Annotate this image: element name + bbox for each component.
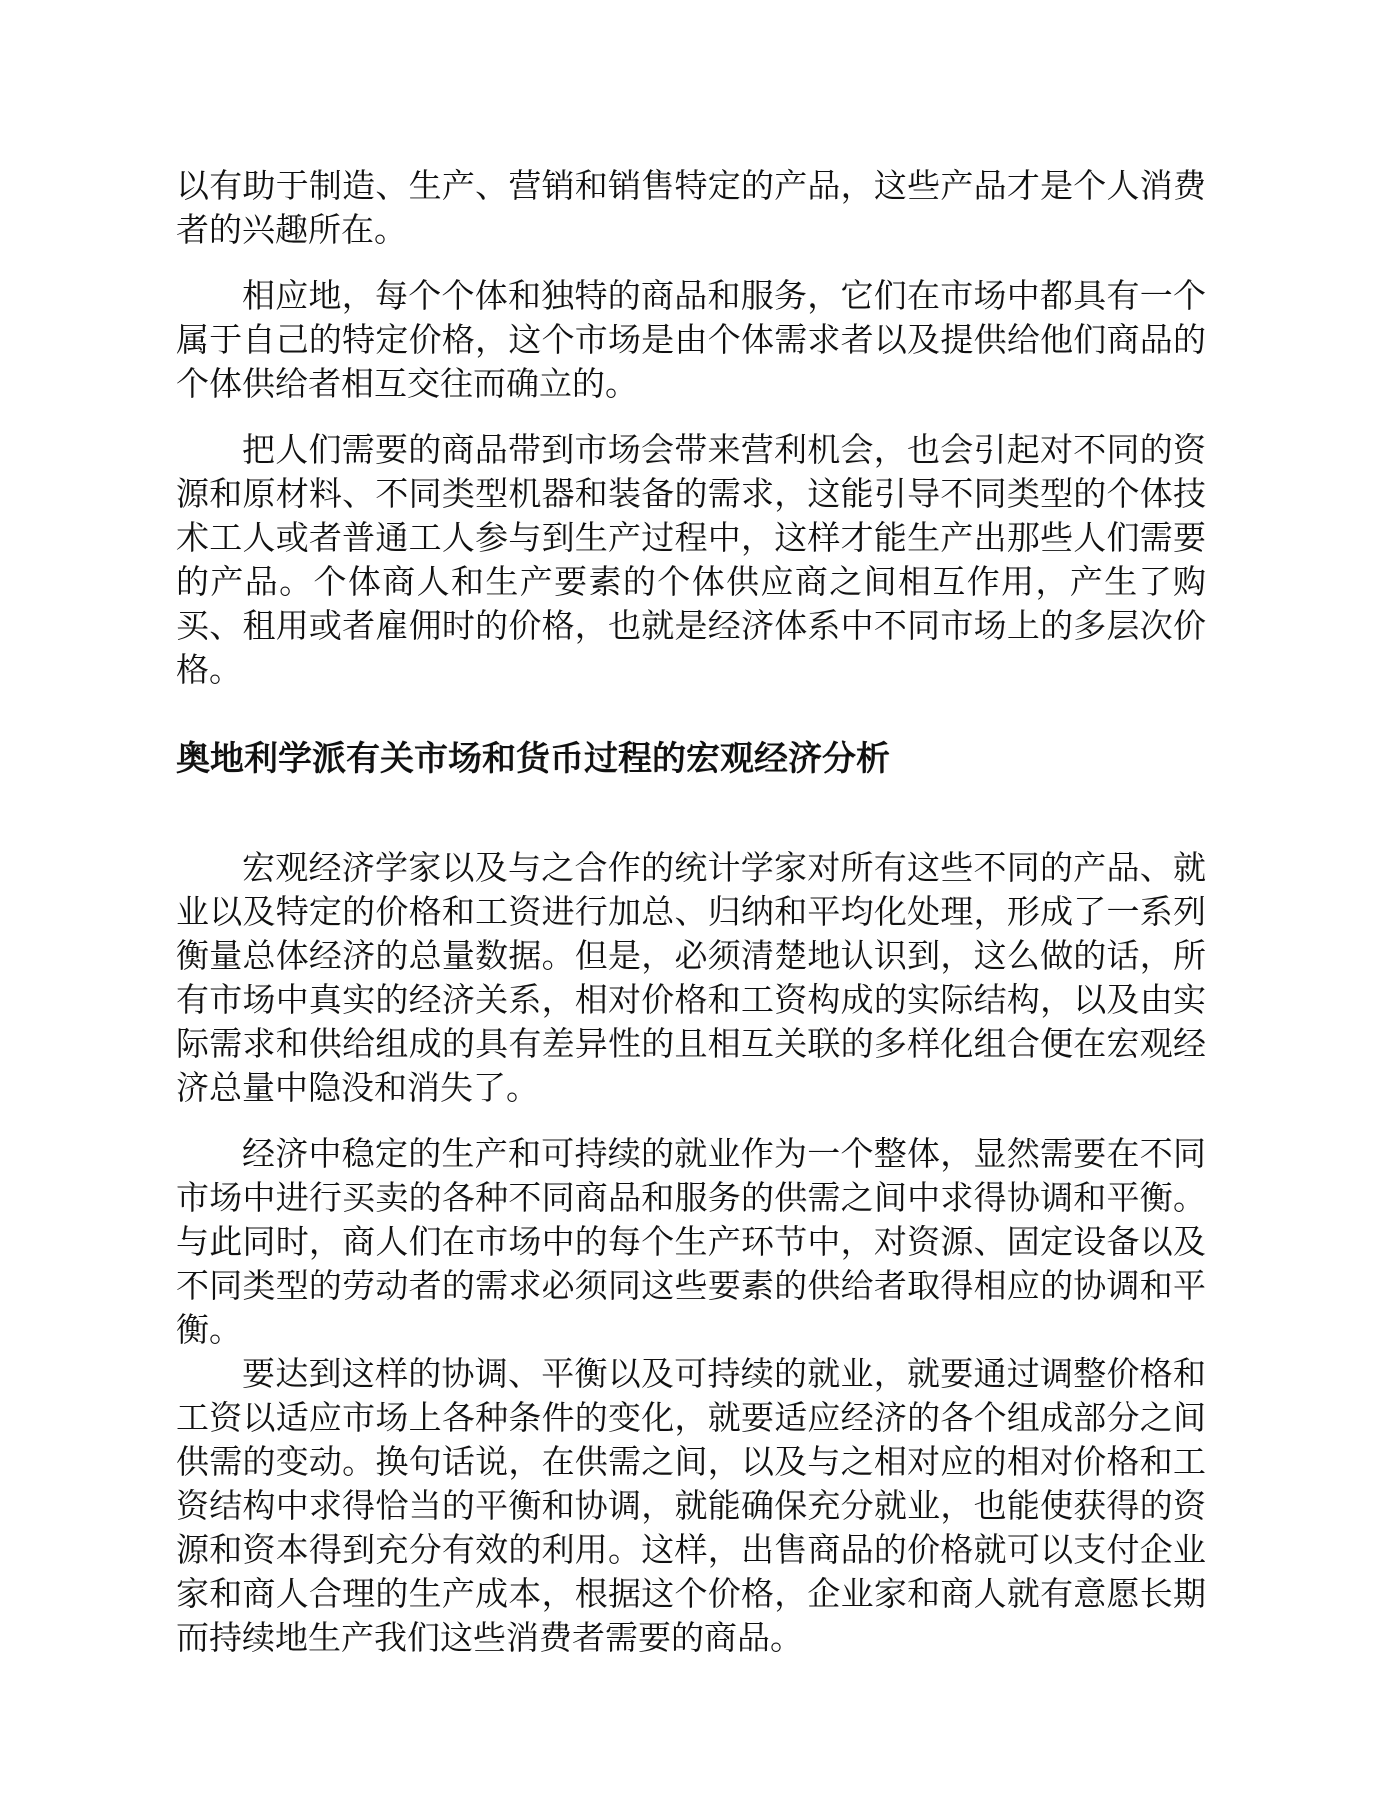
paragraph-macro-aggregates: 宏观经济学家以及与之合作的统计学家对所有这些不同的产品、就业以及特定的价格和工资进行加总、归纳和平均化处理，形成了一系列衡量总体经济的总量数据。但是，必须清楚地认识到，这么做的话，所有市场中真实的经济关系，相对价格和工资构成的实际结构，以及由实际需求和供给组成的具有差异性的且相互关联的多样化组合便在宏观经济总量中隐没和消失了。 (176, 848, 1206, 1107)
section-heading: 奥地利学派有关市场和货币过程的宏观经济分析 (176, 739, 890, 779)
paragraph-balance-employment: 要达到这样的协调、平衡以及可持续的就业，就要通过调整价格和工资以适应市场上各种条件的变化，就要适应经济的各个组成部分之间供需的变动。换句话说，在供需之间，以及与之相对应的相对价格和工资结构中求得恰当的平衡和协调，就能确保充分就业，也能使获得的资源和资本得到充分有效的利用。这样，出售商品的价格就可以支付企业家和商人合理的生产成本，根据这个价格，企业家和商人就有意愿长期而持续地生产我们这些消费者需要的商品。 (176, 1354, 1206, 1657)
paragraph-specific-price: 相应地，每个个体和独特的商品和服务，它们在市场中都具有一个属于自己的特定价格，这个市场是由个体需求者以及提供给他们商品的个体供给者相互交往而确立的。 (176, 276, 1206, 403)
paragraph-profit-opportunity: 把人们需要的商品带到市场会带来营利机会，也会引起对不同的资源和原材料、不同类型机器和装备的需求，这能引导不同类型的个体技术工人或者普通工人参与到生产过程中，这样才能生产出那些人们需要的产品。个体商人和生产要素的个体供应商之间相互作用，产生了购买、租用或者雇佣时的价格，也就是经济体系中不同市场上的多层次价格。 (176, 430, 1206, 689)
paragraph-coordination: 经济中稳定的生产和可持续的就业作为一个整体，显然需要在不同市场中进行买卖的各种不同商品和服务的供需之间中求得协调和平衡。与此同时，商人们在市场中的每个生产环节中，对资源、固定设备以及不同类型的劳动者的需求必须同这些要素的供给者取得相应的协调和平衡。 (176, 1134, 1206, 1349)
paragraph-continuation: 以有助于制造、生产、营销和销售特定的产品，这些产品才是个人消费者的兴趣所在。 (176, 166, 1206, 249)
